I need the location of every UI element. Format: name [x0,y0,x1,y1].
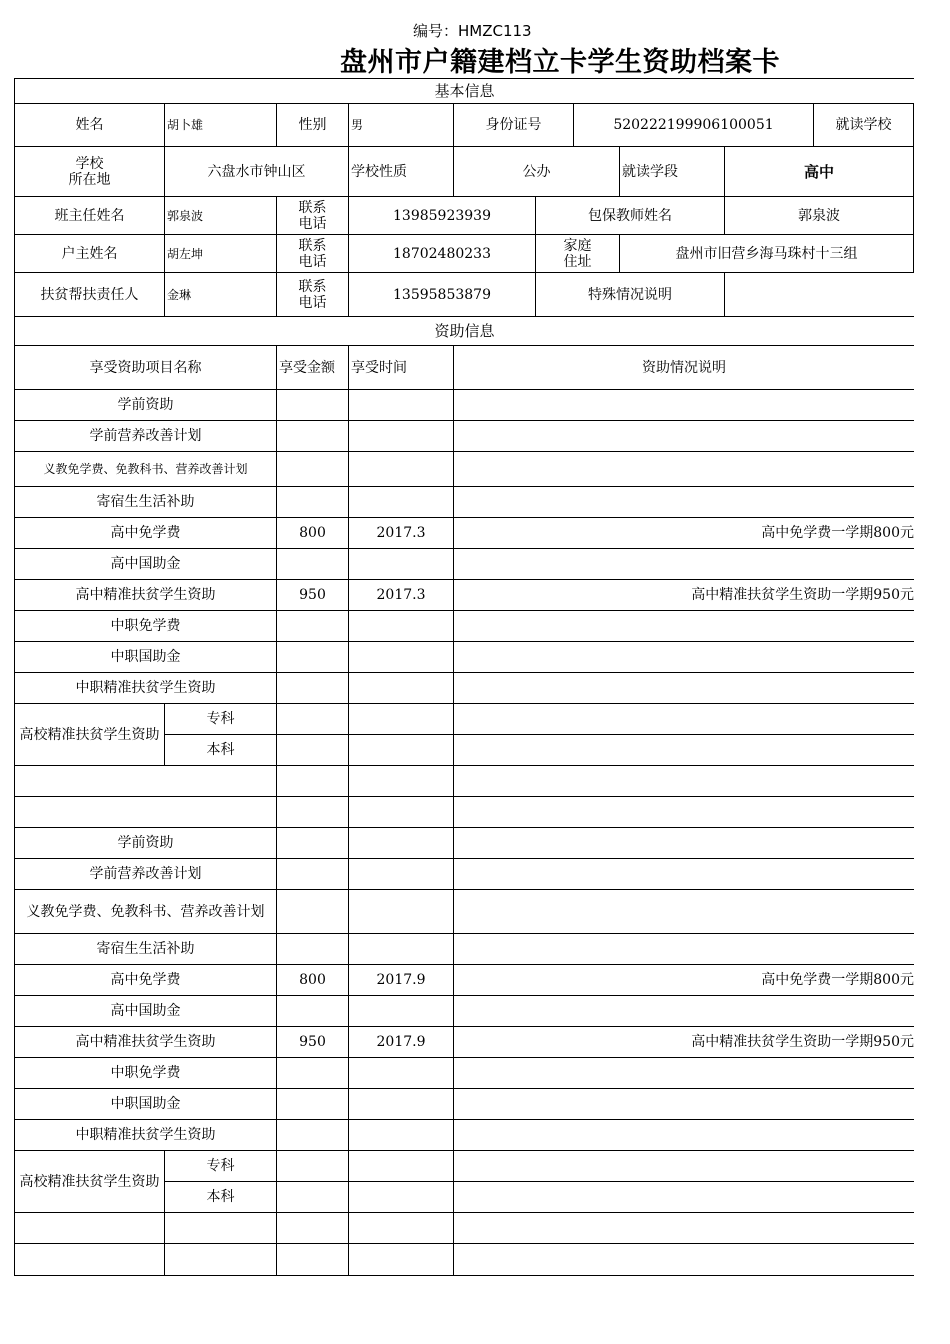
college-sub-zhuanke: 专科 [164,703,277,735]
aid-item-name: 中职免学费 [14,1057,277,1089]
guarantor-value: 郭泉波 [724,196,914,235]
aid-header-time: 享受时间 [348,345,454,390]
aid-item-time [348,451,454,487]
aid-item-time: 2017.9 [348,964,454,996]
aid-item-time [348,641,454,673]
aid-item-name: 中职精准扶贫学生资助 [14,1119,277,1151]
school-location-label-line-2: 所在地 [68,171,111,188]
aid-item-name: 学前营养改善计划 [14,858,277,890]
householder-phone-label [276,234,349,273]
aid-item-time [348,1088,454,1120]
aid-item-amount [276,1119,349,1151]
aid-item-amount [276,420,349,452]
aid-item-amount [276,1057,349,1089]
aid-item-time [348,1057,454,1089]
aid-item-note [453,858,914,890]
empty-cell [276,703,349,735]
stage-value: 高中 [724,146,914,197]
aid-item-note [453,933,914,965]
special-value [724,272,914,317]
aid-item-time [348,889,454,934]
aid-header-name: 享受资助项目名称 [14,345,277,390]
empty-cell [276,796,349,828]
aid-item-note [453,827,914,859]
aid-item-name: 义教免学费、免教科书、营养改善计划 [14,889,277,934]
id-value: 520222199906100051 [573,103,814,147]
aid-item-time [348,672,454,704]
householder-phone-label-line-1: 联系 [298,237,327,254]
school-location-value: 六盘水市钟山区 [164,146,349,197]
aid-item-amount [276,672,349,704]
gender-value: 男 [348,103,454,147]
poverty-phone-label-line-2: 电话 [298,294,327,311]
aid-item-note [453,610,914,642]
aid-item-amount [276,995,349,1027]
aid-item-time [348,610,454,642]
name-label: 姓名 [14,103,165,147]
aid-item-amount [276,610,349,642]
empty-cell [276,1181,349,1213]
poverty-phone-label [276,272,349,317]
aid-item-note [453,1119,914,1151]
aid-item-note [453,1088,914,1120]
head-teacher-value: 郭泉波 [164,196,277,235]
empty-cell [348,1181,454,1213]
empty-cell [348,1150,454,1182]
aid-item-note: 高中免学费一学期800元 [453,964,914,996]
teacher-phone-label-line-1: 联系 [298,199,327,216]
aid-item-time: 2017.9 [348,1026,454,1058]
aid-header-amount: 享受金额 [276,345,349,390]
aid-item-name: 高中精准扶贫学生资助 [14,579,277,611]
college-sub-benke: 本科 [164,734,277,766]
aid-item-note [453,641,914,673]
aid-item-note: 高中精准扶贫学生资助一学期950元 [453,1026,914,1058]
aid-item-name: 高中免学费 [14,517,277,549]
empty-cell [453,1243,914,1276]
aid-item-note [453,548,914,580]
aid-item-note [453,1057,914,1089]
empty-cell [164,1212,277,1244]
aid-item-note: 高中免学费一学期800元 [453,517,914,549]
aid-item-name: 高中国助金 [14,995,277,1027]
aid-item-name: 寄宿生生活补助 [14,933,277,965]
empty-cell [453,1212,914,1244]
aid-item-amount [276,451,349,487]
aid-item-time: 2017.3 [348,517,454,549]
aid-item-amount [276,389,349,421]
gender-label: 性别 [276,103,349,147]
teacher-phone-value: 13985923939 [348,196,536,235]
empty-cell [276,734,349,766]
teacher-phone-label-line-2: 电话 [298,215,327,232]
aid-item-amount [276,641,349,673]
basic-info-heading: 基本信息 [14,78,914,104]
aid-item-amount [276,1088,349,1120]
aid-item-name: 学前营养改善计划 [14,420,277,452]
aid-item-time [348,933,454,965]
school-location-label-line-1: 学校 [75,155,104,172]
empty-cell [348,703,454,735]
guarantor-label: 包保教师姓名 [535,196,725,235]
aid-item-name: 中职免学费 [14,610,277,642]
empty-cell [276,1150,349,1182]
empty-cell [164,1243,277,1276]
empty-cell [276,765,349,797]
aid-item-amount [276,827,349,859]
aid-item-name: 学前资助 [14,389,277,421]
aid-item-amount: 800 [276,517,349,549]
aid-item-time [348,995,454,1027]
empty-cell [453,1181,914,1213]
empty-cell [453,703,914,735]
id-label: 身份证号 [453,103,574,147]
aid-item-amount: 950 [276,579,349,611]
aid-item-note [453,486,914,518]
empty-cell [348,1212,454,1244]
aid-item-name: 寄宿生生活补助 [14,486,277,518]
poverty-phone-value: 13595853879 [348,272,536,317]
aid-item-amount: 800 [276,964,349,996]
aid-item-note [453,672,914,704]
empty-cell [14,765,277,797]
aid-item-name: 高中国助金 [14,548,277,580]
householder-value: 胡左坤 [164,234,277,273]
page-title: 盘州市户籍建档立卡学生资助档案卡 [340,47,780,78]
poverty-officer-label: 扶贫帮扶责任人 [14,272,165,317]
householder-label: 户主姓名 [14,234,165,273]
college-sub-benke: 本科 [164,1181,277,1213]
aid-header-note: 资助情况说明 [453,345,914,390]
empty-cell [348,734,454,766]
empty-cell [14,1212,165,1244]
card-number: 编号：HMZC113 [413,22,532,40]
school-type-label: 学校性质 [348,146,454,197]
home-address-value: 盘州市旧营乡海马珠村十三组 [619,234,914,273]
home-address-label-line-2: 住址 [563,253,592,270]
aid-item-time [348,858,454,890]
aid-item-note [453,889,914,934]
aid-item-time [348,827,454,859]
empty-cell [14,1243,165,1276]
empty-cell [276,1243,349,1276]
aid-item-amount [276,486,349,518]
school-type-value: 公办 [453,146,620,197]
aid-item-amount [276,889,349,934]
householder-phone-value: 18702480233 [348,234,536,273]
aid-item-amount: 950 [276,1026,349,1058]
home-address-label [535,234,620,273]
empty-cell [276,1212,349,1244]
college-aid-label: 高校精准扶贫学生资助 [14,1150,165,1213]
aid-item-name: 高中精准扶贫学生资助 [14,1026,277,1058]
aid-item-amount [276,548,349,580]
empty-cell [453,796,914,828]
householder-phone-label-line-2: 电话 [298,253,327,270]
poverty-officer-value: 金琳 [164,272,277,317]
aid-item-time [348,420,454,452]
school-location-label [14,146,165,197]
aid-item-amount [276,933,349,965]
aid-item-time: 2017.3 [348,579,454,611]
empty-cell [453,765,914,797]
poverty-phone-label-line-1: 联系 [298,278,327,295]
empty-cell [453,1150,914,1182]
aid-item-time [348,548,454,580]
aid-info-heading: 资助信息 [14,316,914,346]
aid-item-amount [276,858,349,890]
stage-label: 就读学段 [619,146,725,197]
aid-item-name: 学前资助 [14,827,277,859]
college-aid-label: 高校精准扶贫学生资助 [14,703,165,766]
aid-item-note [453,995,914,1027]
aid-item-note: 高中精准扶贫学生资助一学期950元 [453,579,914,611]
empty-cell [348,1243,454,1276]
teacher-phone-label [276,196,349,235]
aid-item-name: 义教免学费、免教科书、营养改善计划 [14,451,277,487]
aid-item-note [453,451,914,487]
aid-item-time [348,1119,454,1151]
aid-item-time [348,486,454,518]
home-address-label-line-1: 家庭 [563,237,592,254]
aid-item-time [348,389,454,421]
empty-cell [14,796,277,828]
empty-cell [348,796,454,828]
special-label: 特殊情况说明 [535,272,725,317]
aid-item-name: 中职精准扶贫学生资助 [14,672,277,704]
aid-item-note [453,420,914,452]
aid-item-name: 中职国助金 [14,1088,277,1120]
empty-cell [348,765,454,797]
aid-item-name: 高中免学费 [14,964,277,996]
aid-item-name: 中职国助金 [14,641,277,673]
aid-item-note [453,389,914,421]
school-label: 就读学校 [813,103,914,147]
head-teacher-label: 班主任姓名 [14,196,165,235]
empty-cell [453,734,914,766]
college-sub-zhuanke: 专科 [164,1150,277,1182]
name-value: 胡卜雄 [164,103,277,147]
